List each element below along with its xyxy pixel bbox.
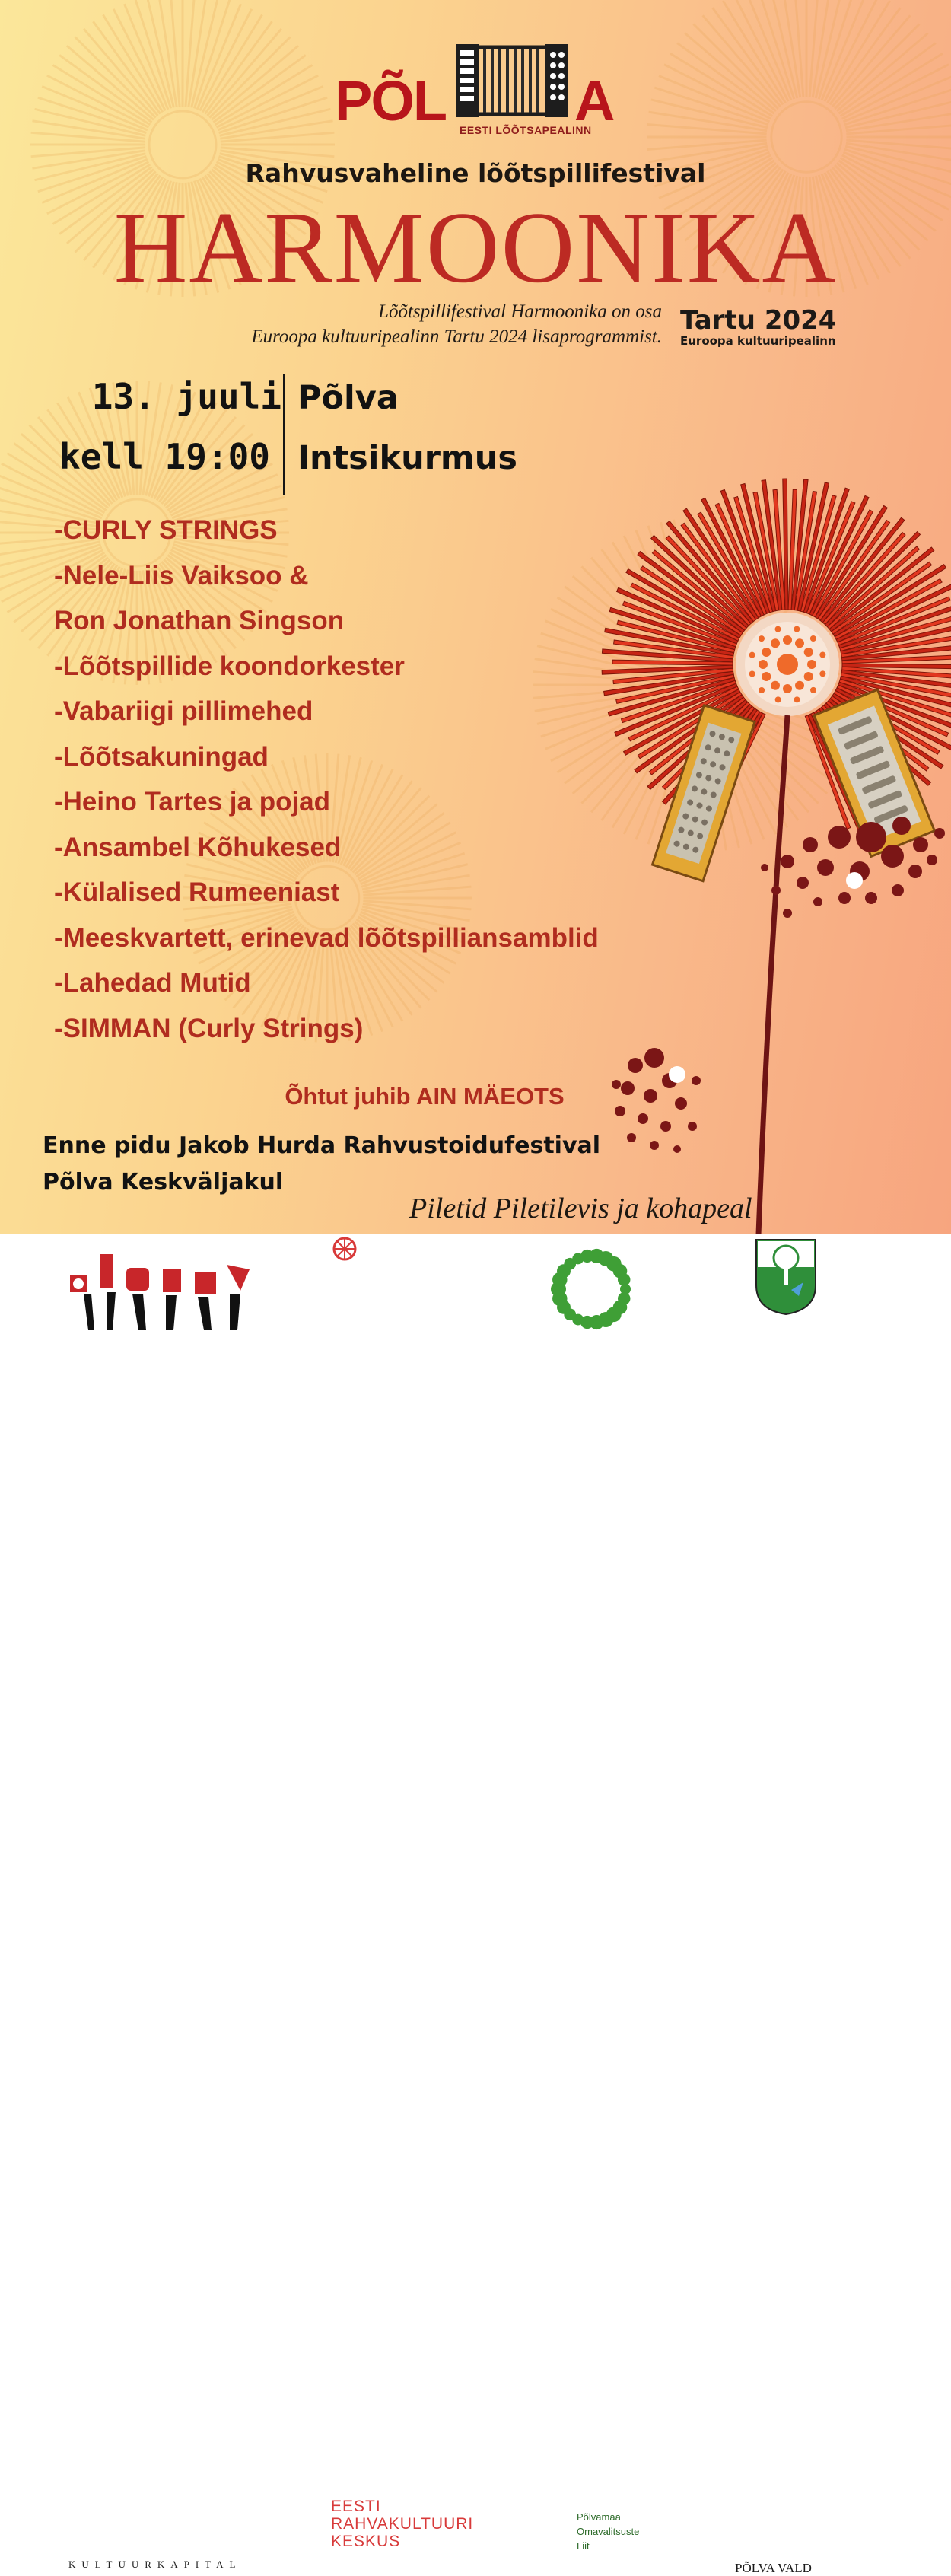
erk-sun-icon	[331, 1235, 358, 1263]
festival-subtitle: Rahvusvaheline lõõtspillifestival	[245, 158, 706, 188]
pol-label	[577, 2510, 639, 2553]
lineup-item: -Meeskvartett, erinevad lõõtspilliansamblid	[54, 922, 599, 953]
event-date: 13. juuli	[91, 376, 281, 417]
pol-line-2: Omavalitsuste	[577, 2526, 640, 2537]
festival-title: HARMOONIKA	[113, 191, 838, 304]
lineup-item: -Külalised Rumeeniast	[54, 877, 340, 907]
intro-line-2: Euroopa kultuuripealinn Tartu 2024 lisaprogrammist.	[251, 326, 662, 347]
logo-word-left: PÕL	[335, 69, 447, 132]
kultuurkapital-logo-icon	[67, 1247, 266, 1332]
erk-line-3: KESKUS	[331, 2533, 401, 2550]
event-city: Põlva	[297, 379, 399, 417]
tartu-2024-logo	[680, 305, 836, 348]
lineup-item: -Lahedad Mutid	[54, 968, 251, 998]
tickets-info: Piletid Piletilevis ja kohapeal	[409, 1192, 752, 1224]
erk-label	[331, 2498, 473, 2550]
polva-vald-label: PÕLVA VALD	[735, 2561, 812, 2575]
poster-background	[0, 0, 951, 1234]
erk-line-1: EESTI	[331, 2498, 381, 2515]
tartu-2024-tagline: Euroopa kultuuripealinn	[680, 334, 836, 348]
lineup-item: -Ansambel Kõhukesed	[54, 832, 342, 862]
lineup-item: -SIMMAN (Curly Strings)	[54, 1013, 364, 1043]
logo-word-right: A	[574, 69, 614, 132]
tartu-2024-name: Tartu 2024	[680, 305, 837, 336]
date-divider	[283, 374, 285, 495]
pol-line-3: Liit	[577, 2540, 590, 2552]
event-time: kell 19:00	[59, 436, 270, 477]
lineup-item: -CURLY STRINGS	[54, 515, 278, 545]
pol-line-1: Põlvamaa	[577, 2511, 621, 2523]
lineup-list	[54, 513, 599, 1056]
lineup-item: -Nele-Liis Vaiksoo &	[54, 560, 309, 591]
lineup-item: -Lõõtspillide koondorkester	[54, 651, 405, 681]
event-venue: Intsikurmus	[297, 439, 517, 477]
lineup-item: Ron Jonathan Singson	[54, 606, 345, 635]
intro-line-1: Lõõtspillifestival Harmoonika on osa	[378, 301, 662, 322]
polva-vald-crest-icon	[753, 1237, 819, 1316]
pre-event-line-2: Põlva Keskväljakul	[43, 1169, 284, 1196]
logo-subtitle: EESTI LÕÕTSAPEALINN	[460, 124, 592, 136]
accordion-flower-illustration	[559, 441, 951, 1234]
erk-line-2: RAHVAKULTUURI	[331, 2515, 474, 2533]
pre-event-line-1: Enne pidu Jakob Hurda Rahvustoidufestival	[43, 1132, 601, 1159]
festival-intro	[129, 299, 662, 349]
lineup-item: -Heino Tartes ja pojad	[54, 787, 331, 817]
accordion-logo-icon	[451, 38, 573, 123]
sponsor-footer	[0, 1234, 951, 2575]
kultuurkapital-label: KULTUURKAPITAL	[68, 2558, 242, 2570]
host-line: Õhtut juhib AIN MÄEOTS	[285, 1083, 565, 1110]
lineup-item: -Lõõtsakuningad	[54, 741, 269, 772]
pol-ring-icon	[546, 1247, 638, 1332]
lineup-item: -Vabariigi pillimehed	[54, 696, 313, 726]
polva-logo	[335, 38, 616, 145]
